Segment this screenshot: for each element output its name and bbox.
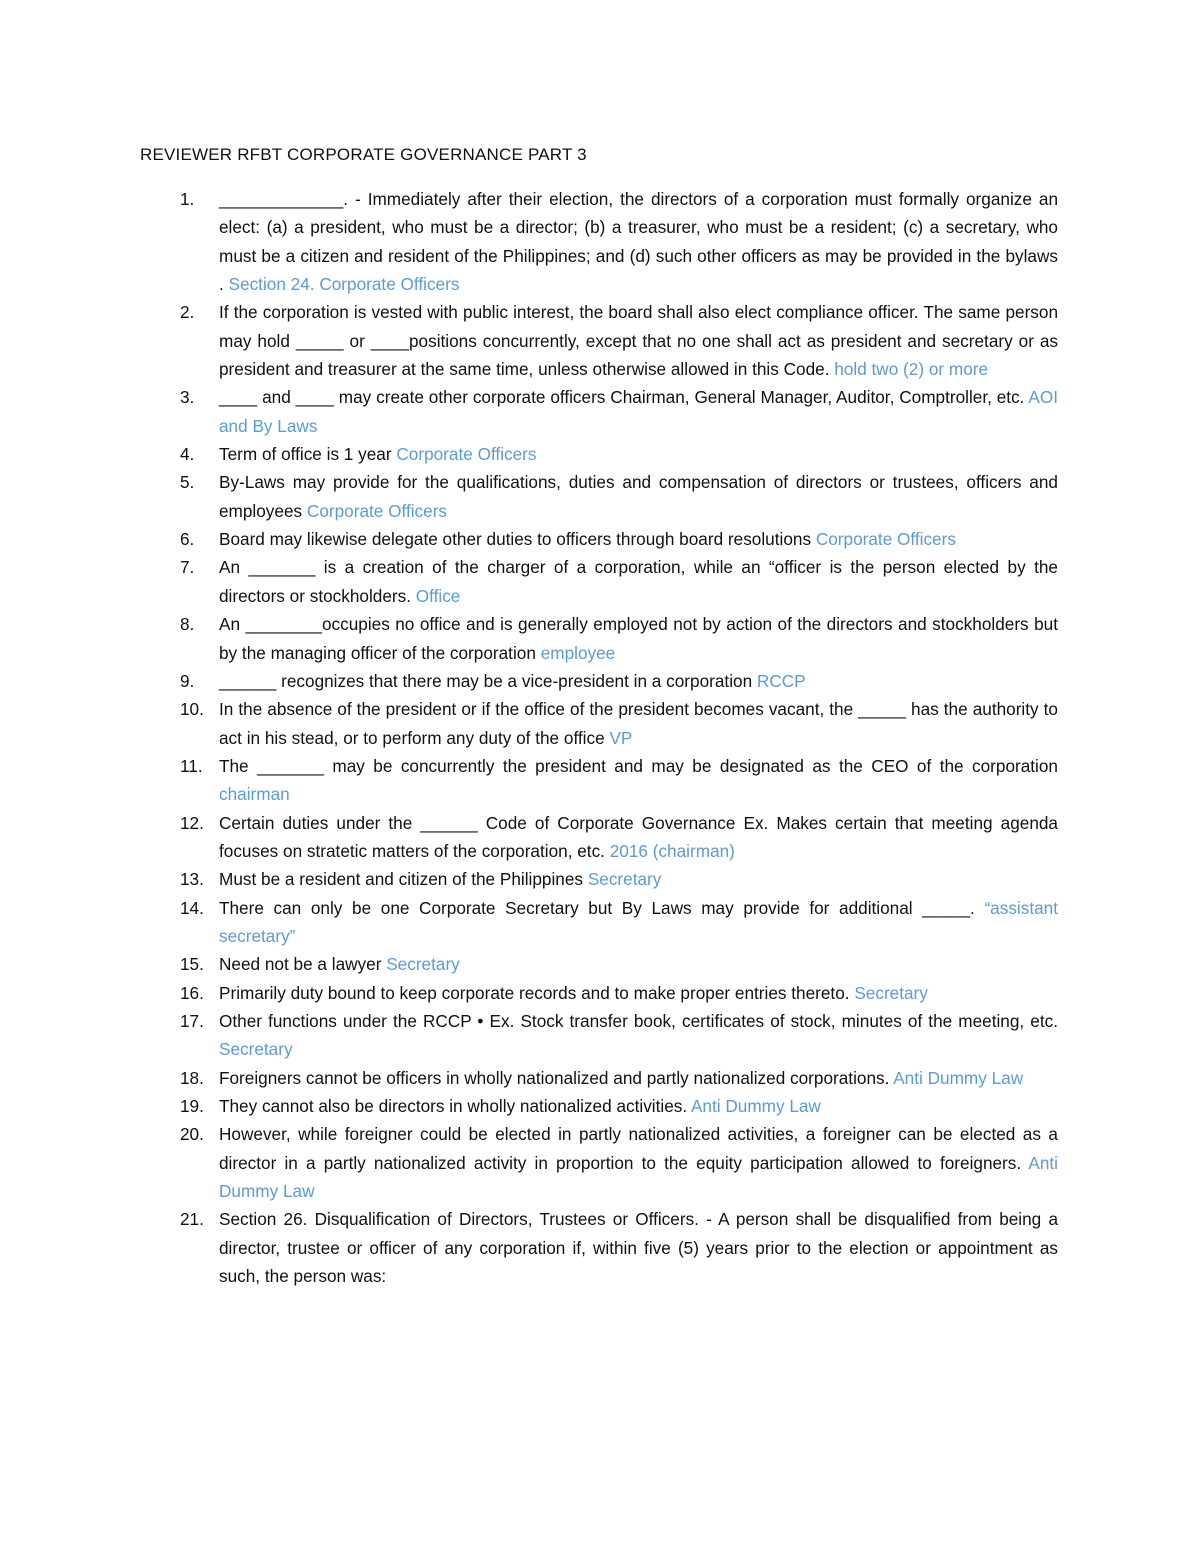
item-answer: Corporate Officers	[815, 529, 956, 550]
item-text: ____ and ____ may create other corporate officers Chairman, General Manager, Auditor, Comptroller, etc.	[219, 387, 1025, 408]
item-answer: Anti Dummy Law	[690, 1096, 821, 1116]
list-item	[140, 610, 1058, 667]
list-item	[140, 979, 1058, 1007]
item-answer: Anti Dummy Law	[893, 1067, 1024, 1088]
item-number: 13.	[180, 869, 204, 890]
item-text: By-Laws may provide for the qualifications, duties and compensation of directors or trustees, officers and employees	[219, 472, 1058, 521]
item-text: Foreigners cannot be officers in wholly nationalized and partly nationalized corporations.	[219, 1067, 890, 1088]
item-number: 10.	[180, 699, 204, 720]
list-item	[140, 185, 1058, 298]
item-answer: AOI and By Laws	[219, 387, 1058, 436]
item-number: 2.	[180, 302, 195, 323]
item-number: 21.	[180, 1209, 204, 1230]
item-number: 4.	[180, 444, 195, 465]
list-item	[140, 695, 1058, 752]
item-answer: Corporate Officers	[396, 444, 537, 465]
document-title: REVIEWER RFBT CORPORATE GOVERNANCE PART 3	[140, 145, 587, 164]
item-answer: Corporate Officers	[306, 500, 448, 521]
item-text: _____________. - Immediately after their election, the directors of a corporation must formally organize an elect: (a) a president, who must be a director; (b) a treasurer, who must be a resident; (c) a secretary, who must be a citizen and resident of the Philippines; and (d) such other officers as may be provided in the bylaws .	[219, 189, 1058, 295]
item-text: ______ recognizes that there may be a vice-president in a corporation	[219, 670, 753, 691]
list-item	[140, 752, 1058, 809]
list-item	[140, 440, 1058, 468]
item-number: 19.	[180, 1096, 204, 1116]
list-item	[140, 809, 1058, 866]
item-answer: Secretary	[386, 954, 460, 975]
item-number: 3.	[180, 387, 195, 408]
list-item	[140, 894, 1058, 951]
item-answer: employee	[540, 642, 616, 663]
item-text: Need not be a lawyer	[219, 954, 382, 975]
list-item	[140, 1092, 1058, 1120]
item-answer: Secretary	[219, 1039, 293, 1060]
item-number: 7.	[180, 557, 195, 578]
item-text: Section 26. Disqualification of Directors, Trustees or Officers. - A person shall be disqualified from being a director, trustee or officer of any corporation if, within five (5) years prior to the election or appointment as such, the person was:	[219, 1209, 1058, 1287]
item-answer: Office	[415, 585, 461, 606]
item-number: 20.	[180, 1124, 204, 1145]
item-number: 6.	[180, 529, 195, 550]
item-answer: RCCP	[756, 670, 806, 691]
item-text: There can only be one Corporate Secretary but By Laws may provide for additional _____.	[219, 897, 975, 918]
item-text: An _______ is a creation of the charger of a corporation, while an “officer is the person elected by the directors or stockholders.	[219, 557, 1058, 606]
item-answer: Secretary	[854, 982, 928, 1003]
item-number: 14.	[180, 897, 204, 918]
list-item	[140, 298, 1058, 383]
item-text: Must be a resident and citizen of the Philippines	[219, 869, 584, 890]
item-text: If the corporation is vested with public interest, the board shall also elect compliance officer. The same person may hold _____ or ____positions concurrently, except that no one shall act as president and secretary or as president and treasurer at the same time, unless otherwise allowed in this Code.	[219, 302, 1058, 380]
item-answer: 2016 (chairman)	[609, 840, 735, 861]
item-number: 5.	[180, 472, 195, 493]
list-item	[140, 468, 1058, 525]
question-list	[140, 185, 1058, 1290]
item-text: An ________occupies no office and is generally employed not by action of the directors and stockholders but by the managing officer of the corporation	[219, 614, 1058, 663]
item-text: Board may likewise delegate other duties to officers through board resolutions	[219, 529, 812, 550]
item-text: Other functions under the RCCP • Ex. Stock transfer book, certificates of stock, minutes of the meeting, etc.	[219, 1010, 1058, 1031]
list-item	[140, 950, 1058, 978]
item-text: However, while foreigner could be elected in partly nationalized activities, a foreigner can be elected as a director in a partly nationalized activity in proportion to the equity participation allowed to foreigners.	[219, 1124, 1058, 1173]
list-item	[140, 865, 1058, 893]
item-answer: VP	[609, 727, 633, 748]
item-text: Certain duties under the ______ Code of Corporate Governance Ex. Makes certain that meeting agenda focuses on stratetic matters of the corporation, etc.	[219, 812, 1058, 861]
item-number: 15.	[180, 954, 204, 975]
list-item	[140, 667, 1058, 695]
item-text: Term of office is 1 year	[219, 444, 392, 465]
item-answer: Secretary	[587, 869, 662, 890]
item-text: In the absence of the president or if the office of the president becomes vacant, the _____ has the authority to act in his stead, or to perform any duty of the office	[219, 699, 1058, 748]
item-number: 12.	[180, 812, 204, 833]
list-item	[140, 1120, 1058, 1205]
item-text: They cannot also be directors in wholly nationalized activities.	[219, 1096, 688, 1116]
item-number: 8.	[180, 614, 195, 635]
item-number: 1.	[180, 189, 195, 209]
item-answer: chairman	[219, 784, 290, 805]
item-answer: Section 24. Corporate Officers	[228, 274, 460, 295]
item-answer: Anti Dummy Law	[219, 1152, 1058, 1202]
item-number: 17.	[180, 1010, 204, 1031]
item-number: 16.	[180, 982, 204, 1003]
item-text: Primarily duty bound to keep corporate records and to make proper entries thereto.	[219, 982, 850, 1003]
list-item	[140, 1007, 1058, 1064]
list-item	[140, 1205, 1058, 1290]
list-item	[140, 525, 1058, 553]
item-answer: hold two (2) or more	[834, 359, 989, 380]
list-item	[140, 553, 1058, 610]
item-number: 18.	[180, 1067, 204, 1088]
list-item	[140, 1064, 1058, 1092]
item-number: 11.	[180, 755, 203, 776]
item-number: 9.	[180, 670, 195, 691]
list-item	[140, 383, 1058, 440]
item-answer: “assistant secretary”	[219, 897, 1058, 946]
item-text: The _______ may be concurrently the president and may be designated as the CEO of the corporation	[219, 755, 1058, 776]
